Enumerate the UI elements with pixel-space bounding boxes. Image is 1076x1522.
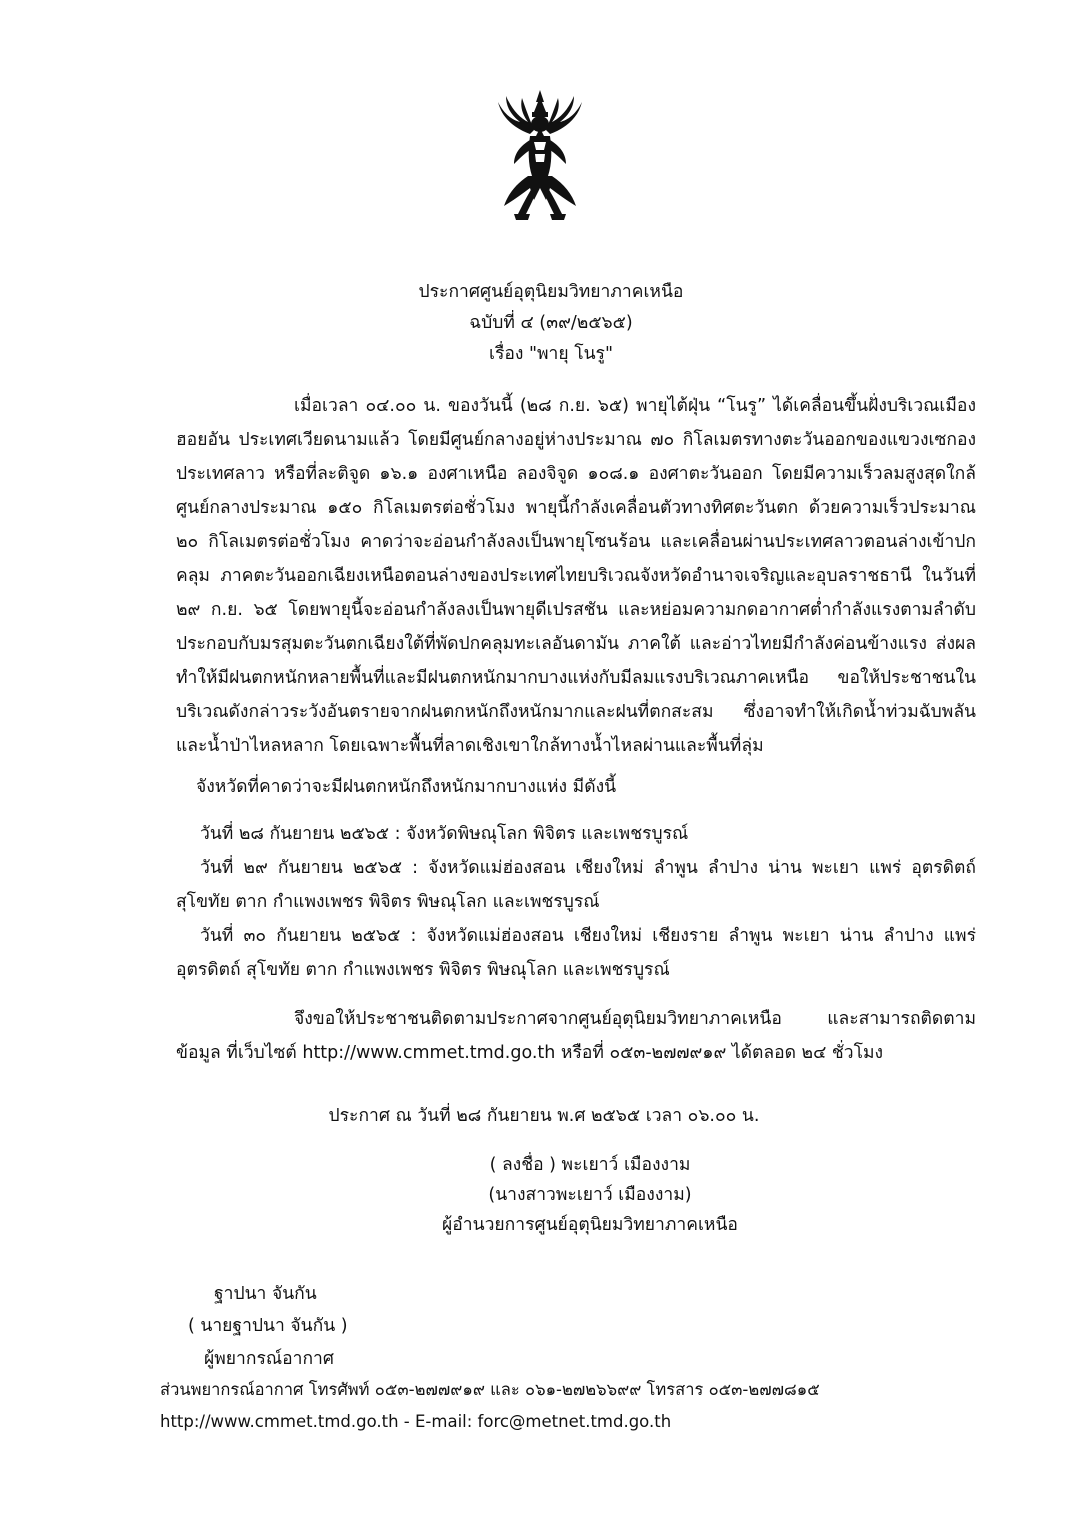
provinces-intro: จังหวัดที่คาดว่าจะมีฝนตกหนักถึงหนักมากบางแห่ง มีดังนี้ xyxy=(196,777,617,797)
follow-up-paragraph: จึงขอให้ประชาชนติดตามประกาศจากศูนย์อุตุนิยมวิทยาภาคเหนือ และสามารถติดตามข้อมูล ที่เว็บไซต์ http://www.cmmet.tmd.go.th หรือที่ ๐๕๓-๒๗๗๙๑๙ ได้ตลอด ๒๔ ชั่วโมง xyxy=(176,1009,976,1063)
announce-date: ประกาศ ณ วันที่ ๒๘ กันยายน พ.ศ ๒๕๖๕ เวลา ๐๖.๐๐ น. xyxy=(328,1106,760,1126)
forecast-day-30: วันที่ ๓๐ กันยายน ๒๕๖๕ : จังหวัดแม่ฮ่องสอน เชียงใหม่ เชียงราย ลำพูน พะเยา น่าน ลำปาง แพร่ อุตรดิตถ์ สุโขทัย ตาก กำแพงเพชร พิจิตร พิษณุโลก และเพชรบูรณ์ xyxy=(176,926,976,980)
forecast-day-28: วันที่ ๒๘ กันยายน ๒๕๖๕ : จังหวัดพิษณุโลก พิจิตร และเพชรบูรณ์ xyxy=(200,824,689,844)
rain-forecast-list xyxy=(176,817,976,987)
footer-contact-phone: ส่วนพยากรณ์อากาศ โทรศัพท์ ๐๕๓-๒๗๗๙๑๙ และ ๐๖๑-๒๗๒๖๖๙๙ โทรสาร ๐๕๓-๒๗๗๘๑๕ xyxy=(160,1380,820,1399)
director-signature: ( ลงชื่อ ) พะเยาว์ เมืองงาม xyxy=(489,1155,691,1175)
garuda-emblem-icon xyxy=(494,88,586,224)
announcement-number: ฉบับที่ ๔ (๓๙/๒๕๖๕) xyxy=(469,313,633,333)
director-name: (นางสาวพะเยาว์ เมืองงาม) xyxy=(488,1185,692,1205)
announcement-issuer: ประกาศศูนย์อุตุนิยมวิทยาภาคเหนือ xyxy=(418,282,684,302)
storm-report-paragraph: เมื่อเวลา ๐๔.๐๐ น. ของวันนี้ (๒๘ ก.ย. ๖๕) พายุไต้ฝุ่น “โนรู” ได้เคลื่อนขึ้นฝั่งบริเวณเมือง ฮอยอัน ประเทศเวียดนามแล้ว โดยมีศูนย์กลางอยู่ห่างประมาณ ๗๐ กิโลเมตรทางตะวันออกของแขวงเซกอง ประเทศลาว หรือที่ละติจูด ๑๖.๑ องศาเหนือ ลองจิจูด ๑๐๘.๑ องศาตะวันออก โดยมีความเร็วลมสูงสุดใกล้ ศูนย์กลางประมาณ ๑๕๐ กิโลเมตรต่อชั่วโมง พายุนี้กำลังเคลื่อนตัวทางทิศตะวันตก ด้วยความเร็วประมาณ ๒๐ กิโลเมตรต่อชั่วโมง คาดว่าจะอ่อนกำลังลงเป็นพายุโซนร้อน และเคลื่อนผ่านประเทศลาวตอนล่างเข้าปกคลุม ภาคตะวันออกเฉียงเหนือตอนล่างของประเทศไทยบริเวณจังหวัดอำนาจเจริญและอุบลราชธานี ในวันที่ ๒๙ ก.ย. ๖๕ โดยพายุนี้จะอ่อนกำลังลงเป็นพายุดีเปรสชัน และหย่อมความกดอากาศต่ำกำลังแรงตามลำดับ ประกอบกับมรสุมตะวันตกเฉียงใต้ที่พัดปกคลุมทะเลอันดามัน ภาคใต้ และอ่าวไทยมีกำลังค่อนข้างแรง ส่งผล ทำให้มีฝนตกหนักหลายพื้นที่และมีฝนตกหนักมากบางแห่งกับมีลมแรงบริเวณภาคเหนือ ขอให้ประชาชนใน บริเวณดังกล่าวระวังอันตรายจากฝนตกหนักถึงหนักมากและฝนที่ตกสะสม ซึ่งอาจทำให้เกิดน้ำท่วมฉับพลัน และน้ำป่าไหลหลาก โดยเฉพาะพื้นที่ลาดเชิงเขาใกล้ทางน้ำไหลผ่านและพื้นที่ลุ่ม xyxy=(176,396,976,756)
forecaster-signature: ฐาปนา จันกัน xyxy=(214,1284,317,1304)
announcement-header xyxy=(0,277,1076,370)
director-position: ผู้อำนวยการศูนย์อุตุนิยมวิทยาภาคเหนือ xyxy=(442,1215,738,1235)
announcement-subject: เรื่อง "พายุ โนรู" xyxy=(488,344,614,364)
forecaster-name: ( นายฐาปนา จันกัน ) xyxy=(188,1316,348,1336)
footer-contact-web: http://www.cmmet.tmd.go.th - E-mail: forc@metnet.tmd.go.th xyxy=(160,1412,672,1431)
forecaster-position: ผู้พยากรณ์อากาศ xyxy=(204,1349,334,1369)
director-signature-block xyxy=(440,1150,740,1240)
forecast-day-29: วันที่ ๒๙ กันยายน ๒๕๖๕ : จังหวัดแม่ฮ่องสอน เชียงใหม่ ลำพูน ลำปาง น่าน พะเยา แพร่ อุตรดิตถ์ สุโขทัย ตาก กำแพงเพชร พิจิตร พิษณุโลก และเพชรบูรณ์ xyxy=(176,858,976,912)
